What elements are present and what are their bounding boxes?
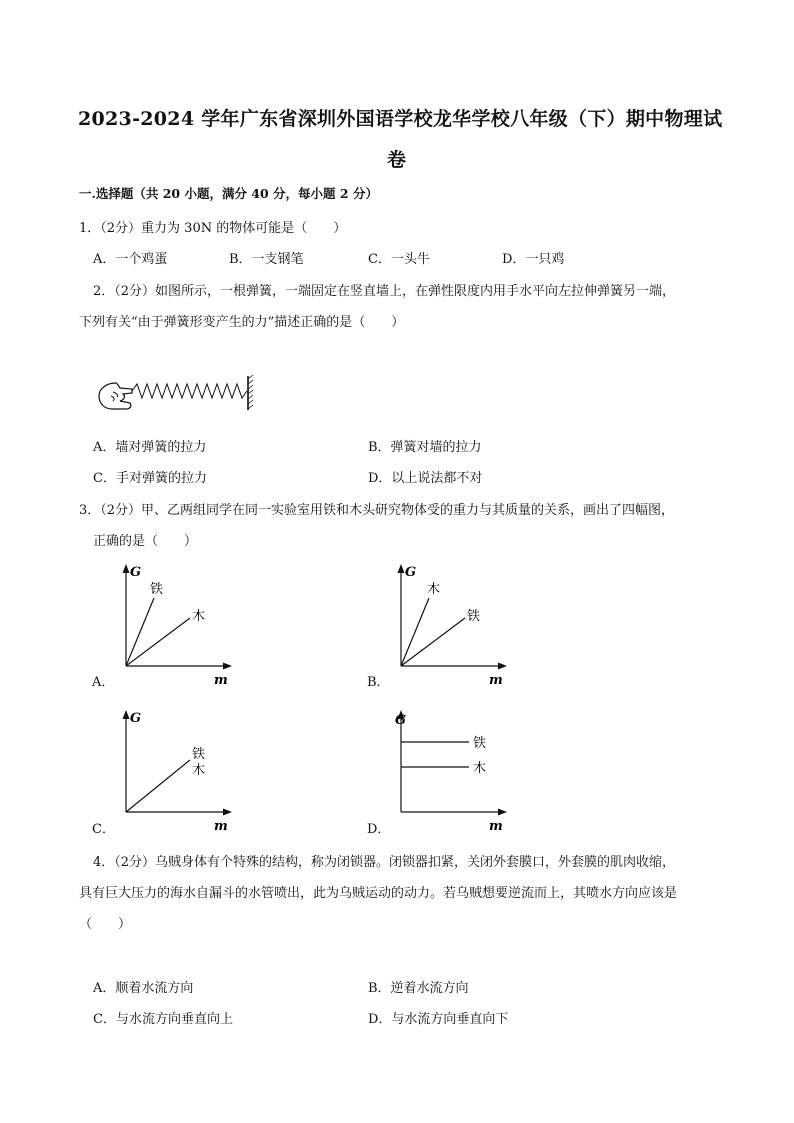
graph-c-iron-label: 铁 [192, 747, 206, 762]
graph-c [110, 706, 240, 832]
graph-b-iron-label: 铁 [467, 609, 481, 624]
graph-a [110, 560, 240, 686]
q4-option-b: B．逆着水流方向 [368, 981, 469, 996]
graph-a-iron-label: 铁 [150, 582, 164, 597]
question-4-stem-line3: （ ） [79, 917, 132, 932]
q2-option-c: C．手对弹簧的拉力 [93, 471, 207, 486]
question-3-stem-line1: 3．（2分）甲、乙两组同学在同一实验室用铁和木头研究物体受的重力与其质量的关系，画出了四幅图， [79, 503, 675, 518]
question-3-stem-line2: 正确的是（ ） [93, 534, 198, 549]
graph-d-x-arrow [498, 809, 507, 816]
graph-a-y-arrow [123, 564, 130, 573]
graph-c-shared-line [126, 760, 190, 812]
section-heading: 一.选择题（共 20 小题，满分 40 分，每小题 2 分） [79, 186, 378, 201]
q1-option-d: D．一只鸡 [502, 252, 565, 267]
q2-option-b: B．弹簧对墙的拉力 [368, 440, 482, 455]
q4-option-d: D．与水流方向垂直向下 [368, 1012, 509, 1027]
q4-option-a: A．顺着水流方向 [93, 981, 194, 996]
graph-b [385, 560, 515, 686]
graph-d-iron-label: 铁 [473, 736, 487, 751]
graph-b-y-label: G [405, 565, 417, 580]
q2-option-d: D．以上说法都不对 [368, 471, 483, 486]
graph-a-x-arrow [223, 663, 232, 670]
q2-option-a: A．墙对弹簧的拉力 [93, 440, 207, 455]
graph-d-x-label: m [489, 819, 503, 832]
graph-a-y-label: G [130, 565, 142, 580]
q1-option-b: B．一支钢笔 [229, 252, 304, 267]
question-2-stem-line2: 下列有关“由于弹簧形变产生的力”描述正确的是（ ） [79, 315, 405, 330]
graph-d-y-label: G [395, 713, 407, 728]
graph-b-wood-label: 木 [427, 582, 441, 597]
graph-c-x-arrow [223, 809, 232, 816]
page-title-line2: 卷 [387, 149, 407, 171]
graph-c-y-label: G [130, 711, 142, 726]
graph-d [385, 706, 515, 832]
q4-option-c: C．与水流方向垂直向上 [93, 1012, 233, 1027]
graph-d-wood-label: 木 [473, 761, 487, 776]
graph-a-wood-label: 木 [192, 609, 206, 624]
graph-c-x-label: m [214, 819, 228, 832]
question-4-stem-line1: 4．（2分）乌贼身体有个特殊的结构，称为闭锁器。闭锁器扣紧，关闭外套膜口，外套膜的肌肉收缩， [93, 855, 676, 870]
graph-a-option-label: A． [92, 675, 115, 690]
spring-coil [132, 384, 247, 398]
graph-b-y-arrow [398, 564, 405, 573]
graph-b-x-label: m [489, 673, 503, 686]
hand-icon [99, 383, 132, 409]
question-2-stem-line1: 2．（2分）如图所示，一根弹簧，一端固定在竖直墙上，在弹性限度内用手水平向左拉伸弹簧另一端， [93, 284, 676, 299]
question-1-stem: 1．（2分）重力为 30N 的物体可能是（ ） [79, 221, 347, 236]
graph-a-x-label: m [214, 673, 228, 686]
graph-c-y-arrow [123, 710, 130, 719]
graph-d-option-label: D． [367, 822, 391, 837]
spring-figure [96, 374, 266, 416]
q1-option-c: C．一头牛 [368, 252, 430, 267]
question-4-stem-line2: 具有巨大压力的海水自漏斗的水管喷出，此为乌贼运动的动力。若乌贼想要逆流而上，其喷水方向应该是 [79, 886, 678, 901]
graph-b-option-label: B． [367, 675, 390, 690]
q1-option-a: A．一个鸡蛋 [93, 252, 168, 267]
graph-b-x-arrow [498, 663, 507, 670]
page-title-line1: 2023-2024 学年广东省深圳外国语学校龙华学校八年级（下）期中物理试 [78, 108, 723, 130]
graph-c-option-label: C． [92, 822, 115, 837]
graph-c-wood-label: 木 [192, 763, 206, 778]
